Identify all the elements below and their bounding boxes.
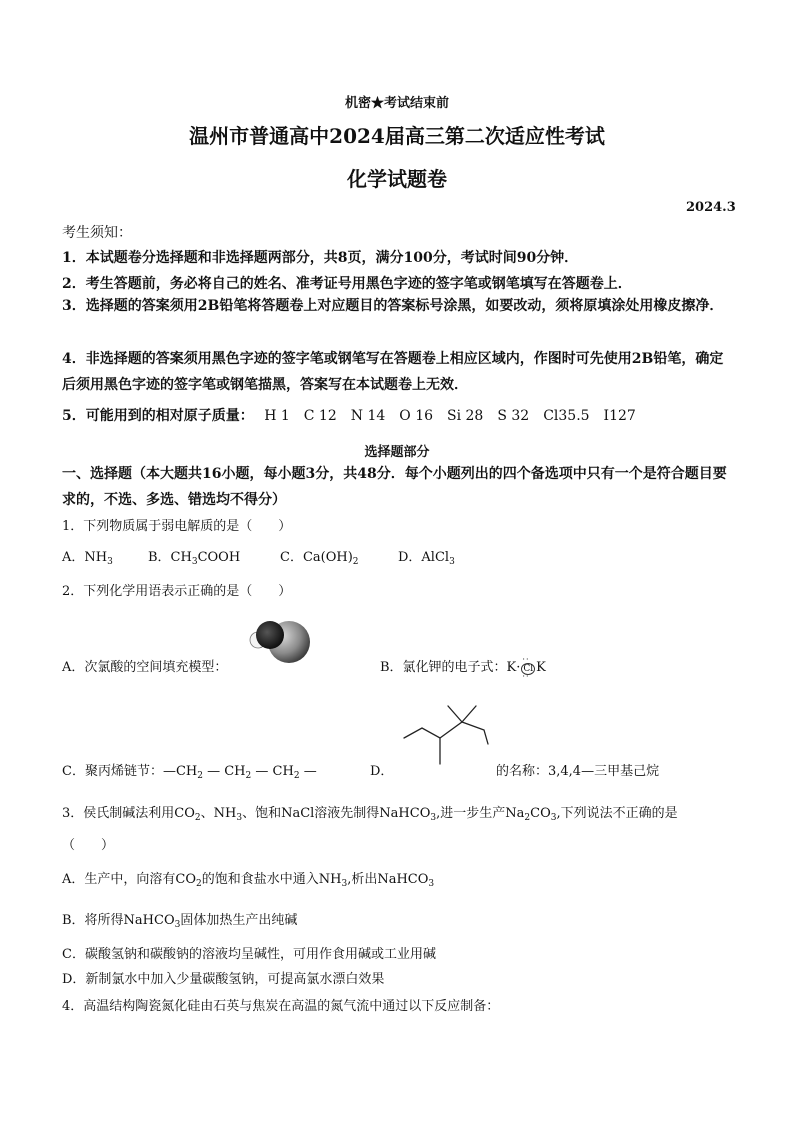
- atomic-mass-values: H 1 C 12 N 14 O 16 Si 28 S 32 Cl35.5 I127: [264, 408, 636, 424]
- q2-c-sub-3: 2: [293, 771, 300, 781]
- q1-option-c: [280, 546, 359, 567]
- q3-stem-1: 3．侯氏制碱法利用CO: [62, 806, 195, 821]
- q2-c-mid-2: — CH: [251, 764, 294, 779]
- electron-dot-chloride: [521, 655, 535, 681]
- section-title: 选择题部分: [364, 445, 430, 460]
- paper-title: 化学试题卷: [347, 167, 447, 191]
- q1-d-text: D．AlCl: [398, 550, 450, 565]
- q3-stem-sub-4: 2: [524, 813, 531, 823]
- section-instruction: 一、选择题（本大题共16小题，每小题3分，共48分．每个小题列出的四个备选项中只有一个是符合题目要求的，不选、多选、错选均不得分）: [62, 466, 727, 508]
- q2-c-mid-1: — CH: [202, 764, 246, 779]
- notice-heading: 考生须知：: [62, 225, 132, 241]
- q2-option-a: A．次氯酸的空间填充模型：: [62, 660, 228, 675]
- q3-a-sub-2: 3: [341, 879, 348, 889]
- methyl-branch-bond-1: [448, 706, 462, 722]
- q2-c-sub-2: 2: [245, 771, 252, 781]
- q3-option-a: [62, 868, 434, 889]
- notice-item-5: [62, 405, 636, 425]
- q4-stem: 4．高温结构陶瓷氮化硅由石英与焦炭在高温的氮气流中通过以下反应制备：: [62, 999, 500, 1014]
- q1-c-text: C．Ca(OH): [280, 550, 353, 565]
- q3-a-1: A．生产中，向溶有CO: [62, 872, 196, 887]
- exam-title: 温州市普通高中2024届高三第二次适应性考试: [189, 124, 605, 148]
- q2-option-d-label: D．: [370, 764, 394, 779]
- q1-option-b: [148, 546, 240, 567]
- q1-c-sub: 2: [352, 557, 359, 567]
- q2-option-d-text: 的名称：3,4,4—三甲基己烷: [496, 764, 660, 779]
- q3-stem-2: 、NH: [200, 806, 237, 821]
- q3-stem-sub-5: 3: [550, 813, 557, 823]
- q2-option-c: [62, 760, 317, 781]
- q3-option-d: D．新制氯水中加入少量碳酸氢钠，可提高氯水漂白效果: [62, 972, 385, 987]
- q1-option-a: [62, 546, 113, 567]
- carbon-chain-bonds: [404, 722, 488, 744]
- q3-a-sub-1: 2: [196, 879, 202, 889]
- q2-b-suffix: K: [536, 660, 546, 675]
- q3-stem-6: ,下列说法不正确的是: [556, 806, 678, 821]
- q3-a-3: ,析出NaHCO: [347, 872, 429, 887]
- q3-a-2: 的饱和食盐水中通入NH: [201, 872, 342, 887]
- notice-item-3: 3．选择题的答案须用2B铅笔将答题卷上对应题目的答案标号涂黑，如要改动，须将原填涂处用橡皮擦净．: [62, 298, 724, 314]
- hypochlorous-acid-space-filling-model: [244, 614, 314, 666]
- q3-option-c: C．碳酸氢钠和碳酸钠的溶液均呈碱性，可用作食用碱或工业用碱: [62, 947, 436, 962]
- chloride-atom: Cl: [523, 664, 534, 674]
- exam-date: 2024.3: [686, 200, 736, 215]
- atomic-mass-label: 5．可能用到的相对原子质量：: [62, 408, 254, 424]
- q2-c-end: —: [299, 764, 317, 779]
- q1-b-suffix: COOH: [197, 550, 241, 565]
- q1-a-sub: 3: [107, 557, 113, 567]
- q2-b-text: B．氯化钾的电子式：K: [380, 660, 517, 675]
- confidential-label: 机密★考试结束前: [344, 96, 449, 111]
- q3-stem-5: CO: [530, 806, 551, 821]
- q3-stem-sub-1: 2: [194, 813, 201, 823]
- q1-stem: 1．下列物质属于弱电解质的是（ ）: [62, 519, 292, 534]
- q1-d-sub: 3: [449, 557, 455, 567]
- q2-option-b: [380, 655, 546, 681]
- oxygen-atom-sphere: [256, 621, 284, 649]
- q2-c-text: C．聚丙烯链节：—CH: [62, 764, 198, 779]
- electron-dot: ·: [516, 660, 521, 675]
- skeletal-formula-structure: [400, 700, 500, 770]
- q1-a-text: A．NH: [62, 550, 108, 565]
- q1-b-sub: 3: [191, 557, 198, 567]
- notice-item-2: 2．考生答题前，务必将自己的姓名、准考证号用黑色字迹的签字笔或钢笔填写在答题卷上．: [62, 276, 632, 292]
- q3-stem-sub-2: 3: [236, 813, 243, 823]
- q3-stem-paren: （ ）: [62, 838, 115, 853]
- q1-b-text: B．CH: [148, 550, 192, 565]
- methyl-branch-bond-2: [462, 706, 476, 722]
- q3-b-sub-1: 3: [174, 920, 181, 930]
- q2-stem: 2．下列化学用语表示正确的是（ ）: [62, 584, 292, 599]
- q3-stem-3: 、饱和NaCl溶液先制得NaHCO: [242, 806, 431, 821]
- q3-stem-sub-3: 3: [430, 813, 437, 823]
- q3-stem-4: ,进一步生产Na: [436, 806, 525, 821]
- notice-item-1: 1．本试题卷分选择题和非选择题两部分，共8页，满分100分，考试时间90分钟．: [62, 250, 579, 266]
- q2-c-sub-1: 2: [197, 771, 203, 781]
- notice-item-4: 4．非选择题的答案须用黑色字迹的签字笔或钢笔写在答题卷上相应区域内，作图时可先使用2B铅笔，确定后须用黑色字迹的签字笔或钢笔描黑，答案写在本试题卷上无效．: [62, 351, 724, 393]
- electron-dots-bottom: ··: [522, 672, 530, 681]
- q3-b-1: B．将所得NaHCO: [62, 913, 175, 928]
- electron-dots-top: ··: [522, 655, 530, 664]
- q1-option-d: [398, 546, 455, 567]
- q3-a-sub-3: 3: [428, 879, 435, 889]
- q3-b-2: 固体加热生产出纯碱: [180, 913, 298, 928]
- q3-stem: [62, 802, 678, 823]
- q3-option-b: [62, 909, 297, 930]
